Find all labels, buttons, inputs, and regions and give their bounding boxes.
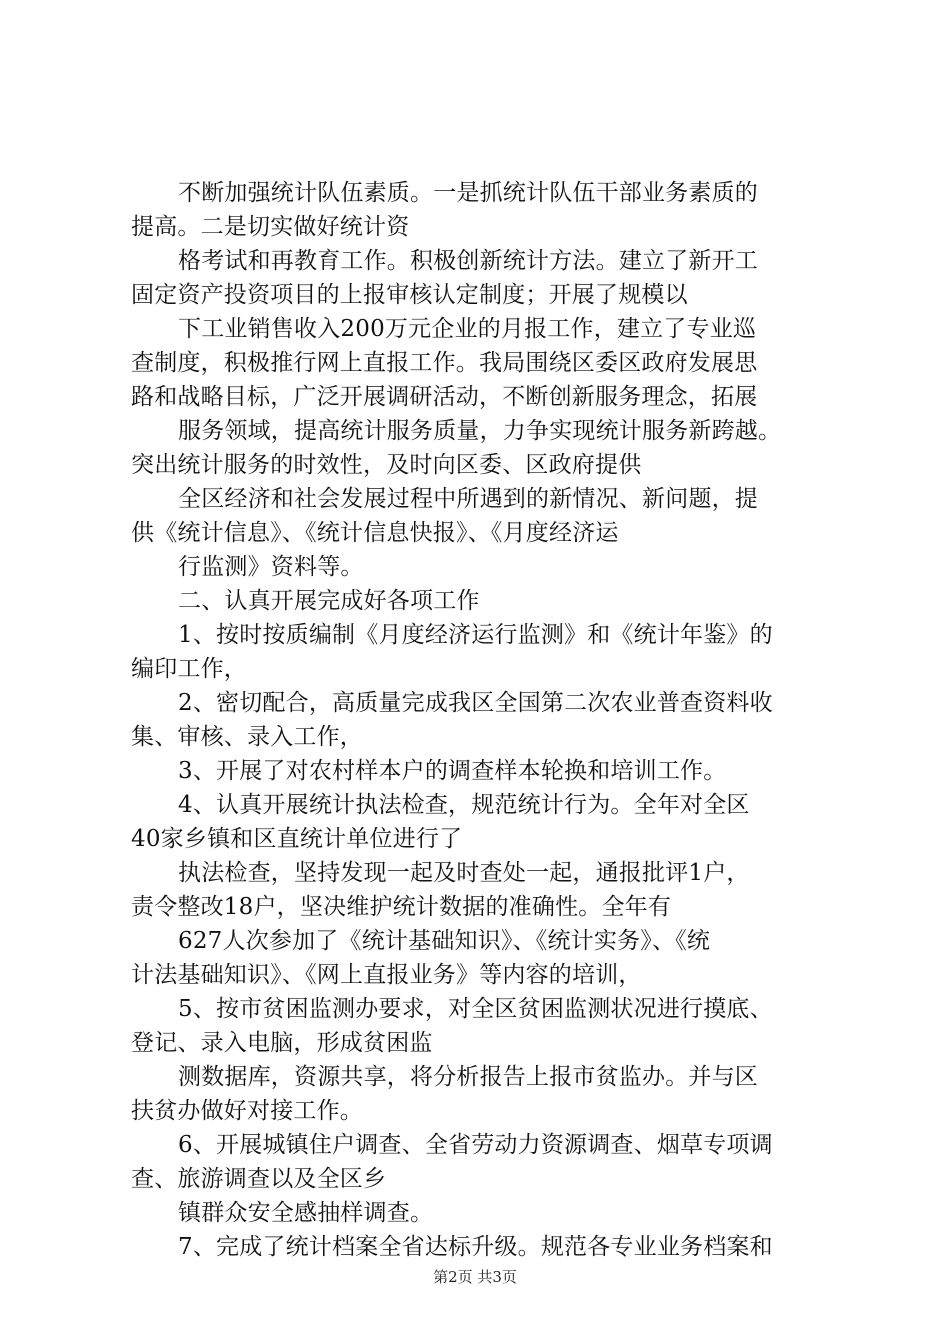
text-line: 供《统计信息》、《统计信息快报》、《月度经济运 [131, 520, 619, 546]
text-line: 服务领域，提高统计服务质量，力争实现统计服务新跨越。 [178, 418, 782, 444]
text-line: 提高。二是切实做好统计资 [131, 214, 410, 240]
text-line: 查、旅游调查以及全区乡 [131, 1166, 387, 1192]
text-line: 不断加强统计队伍素质。一是抓统计队伍干部业务素质的 [178, 180, 758, 206]
text-line: 登记、录入电脑，形成贫困监 [131, 1030, 433, 1056]
text-line: 4、认真开展统计执法检查，规范统计行为。全年对全区 [178, 792, 750, 818]
text-line: 集、审核、录入工作， [131, 724, 363, 750]
text-line: 全区经济和社会发展过程中所遇到的新情况、新问题，提 [178, 486, 758, 512]
text-line: 责令整改18户，坚决维护统计数据的准确性。全年有 [131, 894, 672, 920]
text-line: 执法检查，坚持发现一起及时查处一起，通报批评1户， [178, 860, 750, 886]
text-line: 固定资产投资项目的上报审核认定制度；开展了规模以 [131, 282, 688, 308]
document-body [131, 176, 851, 1264]
text-line: 1、按时按质编制《月度经济运行监测》和《统计年鉴》的 [178, 622, 773, 648]
text-line: 格考试和再教育工作。积极创新统计方法。建立了新开工 [178, 248, 758, 274]
page-footer: 第2页 共3页 [433, 1268, 517, 1286]
text-line: 2、密切配合，高质量完成我区全国第二次农业普查资料收 [178, 690, 773, 716]
text-line: 编印工作， [131, 656, 247, 682]
text-line: 二、认真开展完成好各项工作 [178, 588, 480, 614]
text-line: 627人次参加了《统计基础知识》、《统计实务》、《统 [178, 928, 711, 954]
text-line: 行监测》资料等。 [178, 554, 364, 580]
text-line: 扶贫办做好对接工作。 [131, 1098, 363, 1124]
text-line: 镇群众安全感抽样调查。 [178, 1200, 434, 1226]
text-line: 查制度，积极推行网上直报工作。我局围绕区委区政府发展思 [131, 350, 758, 376]
text-line: 测数据库，资源共享，将分析报告上报市贫监办。并与区 [178, 1064, 758, 1090]
text-line: 3、开展了对农村样本户的调查样本轮换和培训工作。 [178, 758, 727, 784]
text-line: 6、开展城镇住户调查、全省劳动力资源调查、烟草专项调 [178, 1132, 773, 1158]
text-line: 40家乡镇和区直统计单位进行了 [131, 826, 463, 852]
text-line: 下工业销售收入200万元企业的月报工作，建立了专业巡 [178, 316, 757, 342]
text-line: 计法基础知识》、《网上直报业务》等内容的培训， [131, 962, 642, 988]
text-line: 路和战略目标，广泛开展调研活动，不断创新服务理念，拓展 [131, 384, 758, 410]
text-line: 突出统计服务的时效性，及时向区委、区政府提供 [131, 452, 642, 478]
text-line: 7、完成了统计档案全省达标升级。规范各专业业务档案和 [178, 1234, 773, 1260]
text-line: 5、按市贫困监测办要求，对全区贫困监测状况进行摸底、 [178, 996, 773, 1022]
